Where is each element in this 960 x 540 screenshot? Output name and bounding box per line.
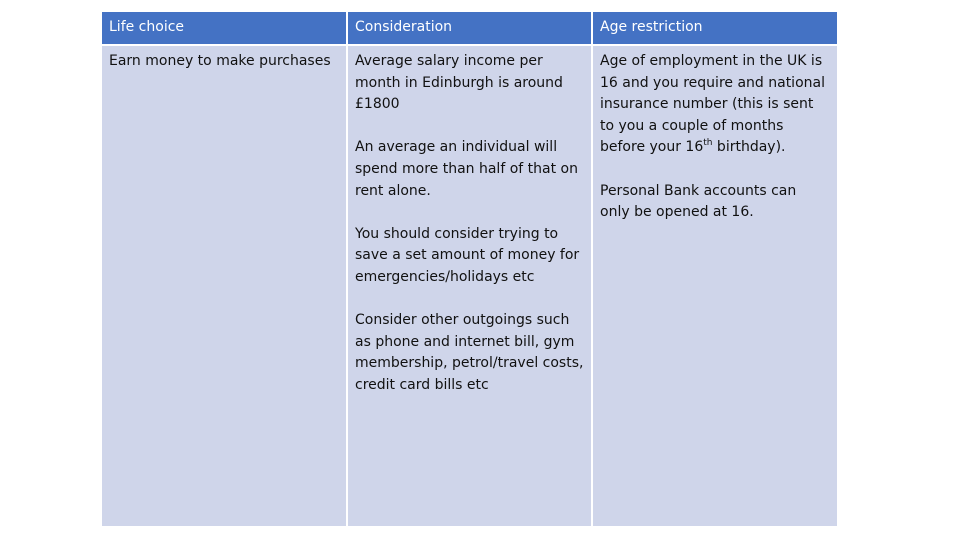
age-restriction-employment-text: Age of employment in the UK is 16 and you require and national insurance number (this is sent to you a couple of months before your 16 bbox=[600, 53, 825, 156]
life-choice-text: Earn money to make purchases bbox=[109, 53, 331, 69]
age-restriction-bank: Personal Bank accounts can only be opened at 16. bbox=[600, 182, 797, 221]
consideration-salary: Average salary income per month in Edinburgh is around £1800 bbox=[355, 53, 563, 113]
cell-age-restriction bbox=[592, 45, 837, 526]
cell-consideration bbox=[347, 45, 592, 526]
consideration-outgoings: Consider other outgoings such as phone and internet bill, gym membership, petrol/travel costs, credit card bills etc bbox=[355, 312, 584, 393]
table-row bbox=[102, 45, 837, 526]
life-choices-table bbox=[102, 12, 837, 526]
age-restriction-employment-end: birthday). bbox=[712, 139, 786, 156]
consideration-rent: An average an individual will spend more than half of that on rent alone. bbox=[355, 139, 578, 199]
header-age-restriction: Age restriction bbox=[592, 12, 837, 45]
ordinal-suffix: th bbox=[703, 138, 713, 149]
header-consideration: Consideration bbox=[347, 12, 592, 45]
cell-life-choice bbox=[102, 45, 347, 526]
table-header-row bbox=[102, 12, 837, 45]
header-life-choice: Life choice bbox=[102, 12, 347, 45]
consideration-savings: You should consider trying to save a set amount of money for emergencies/holidays etc bbox=[355, 225, 580, 285]
age-restriction-employment bbox=[600, 51, 830, 159]
